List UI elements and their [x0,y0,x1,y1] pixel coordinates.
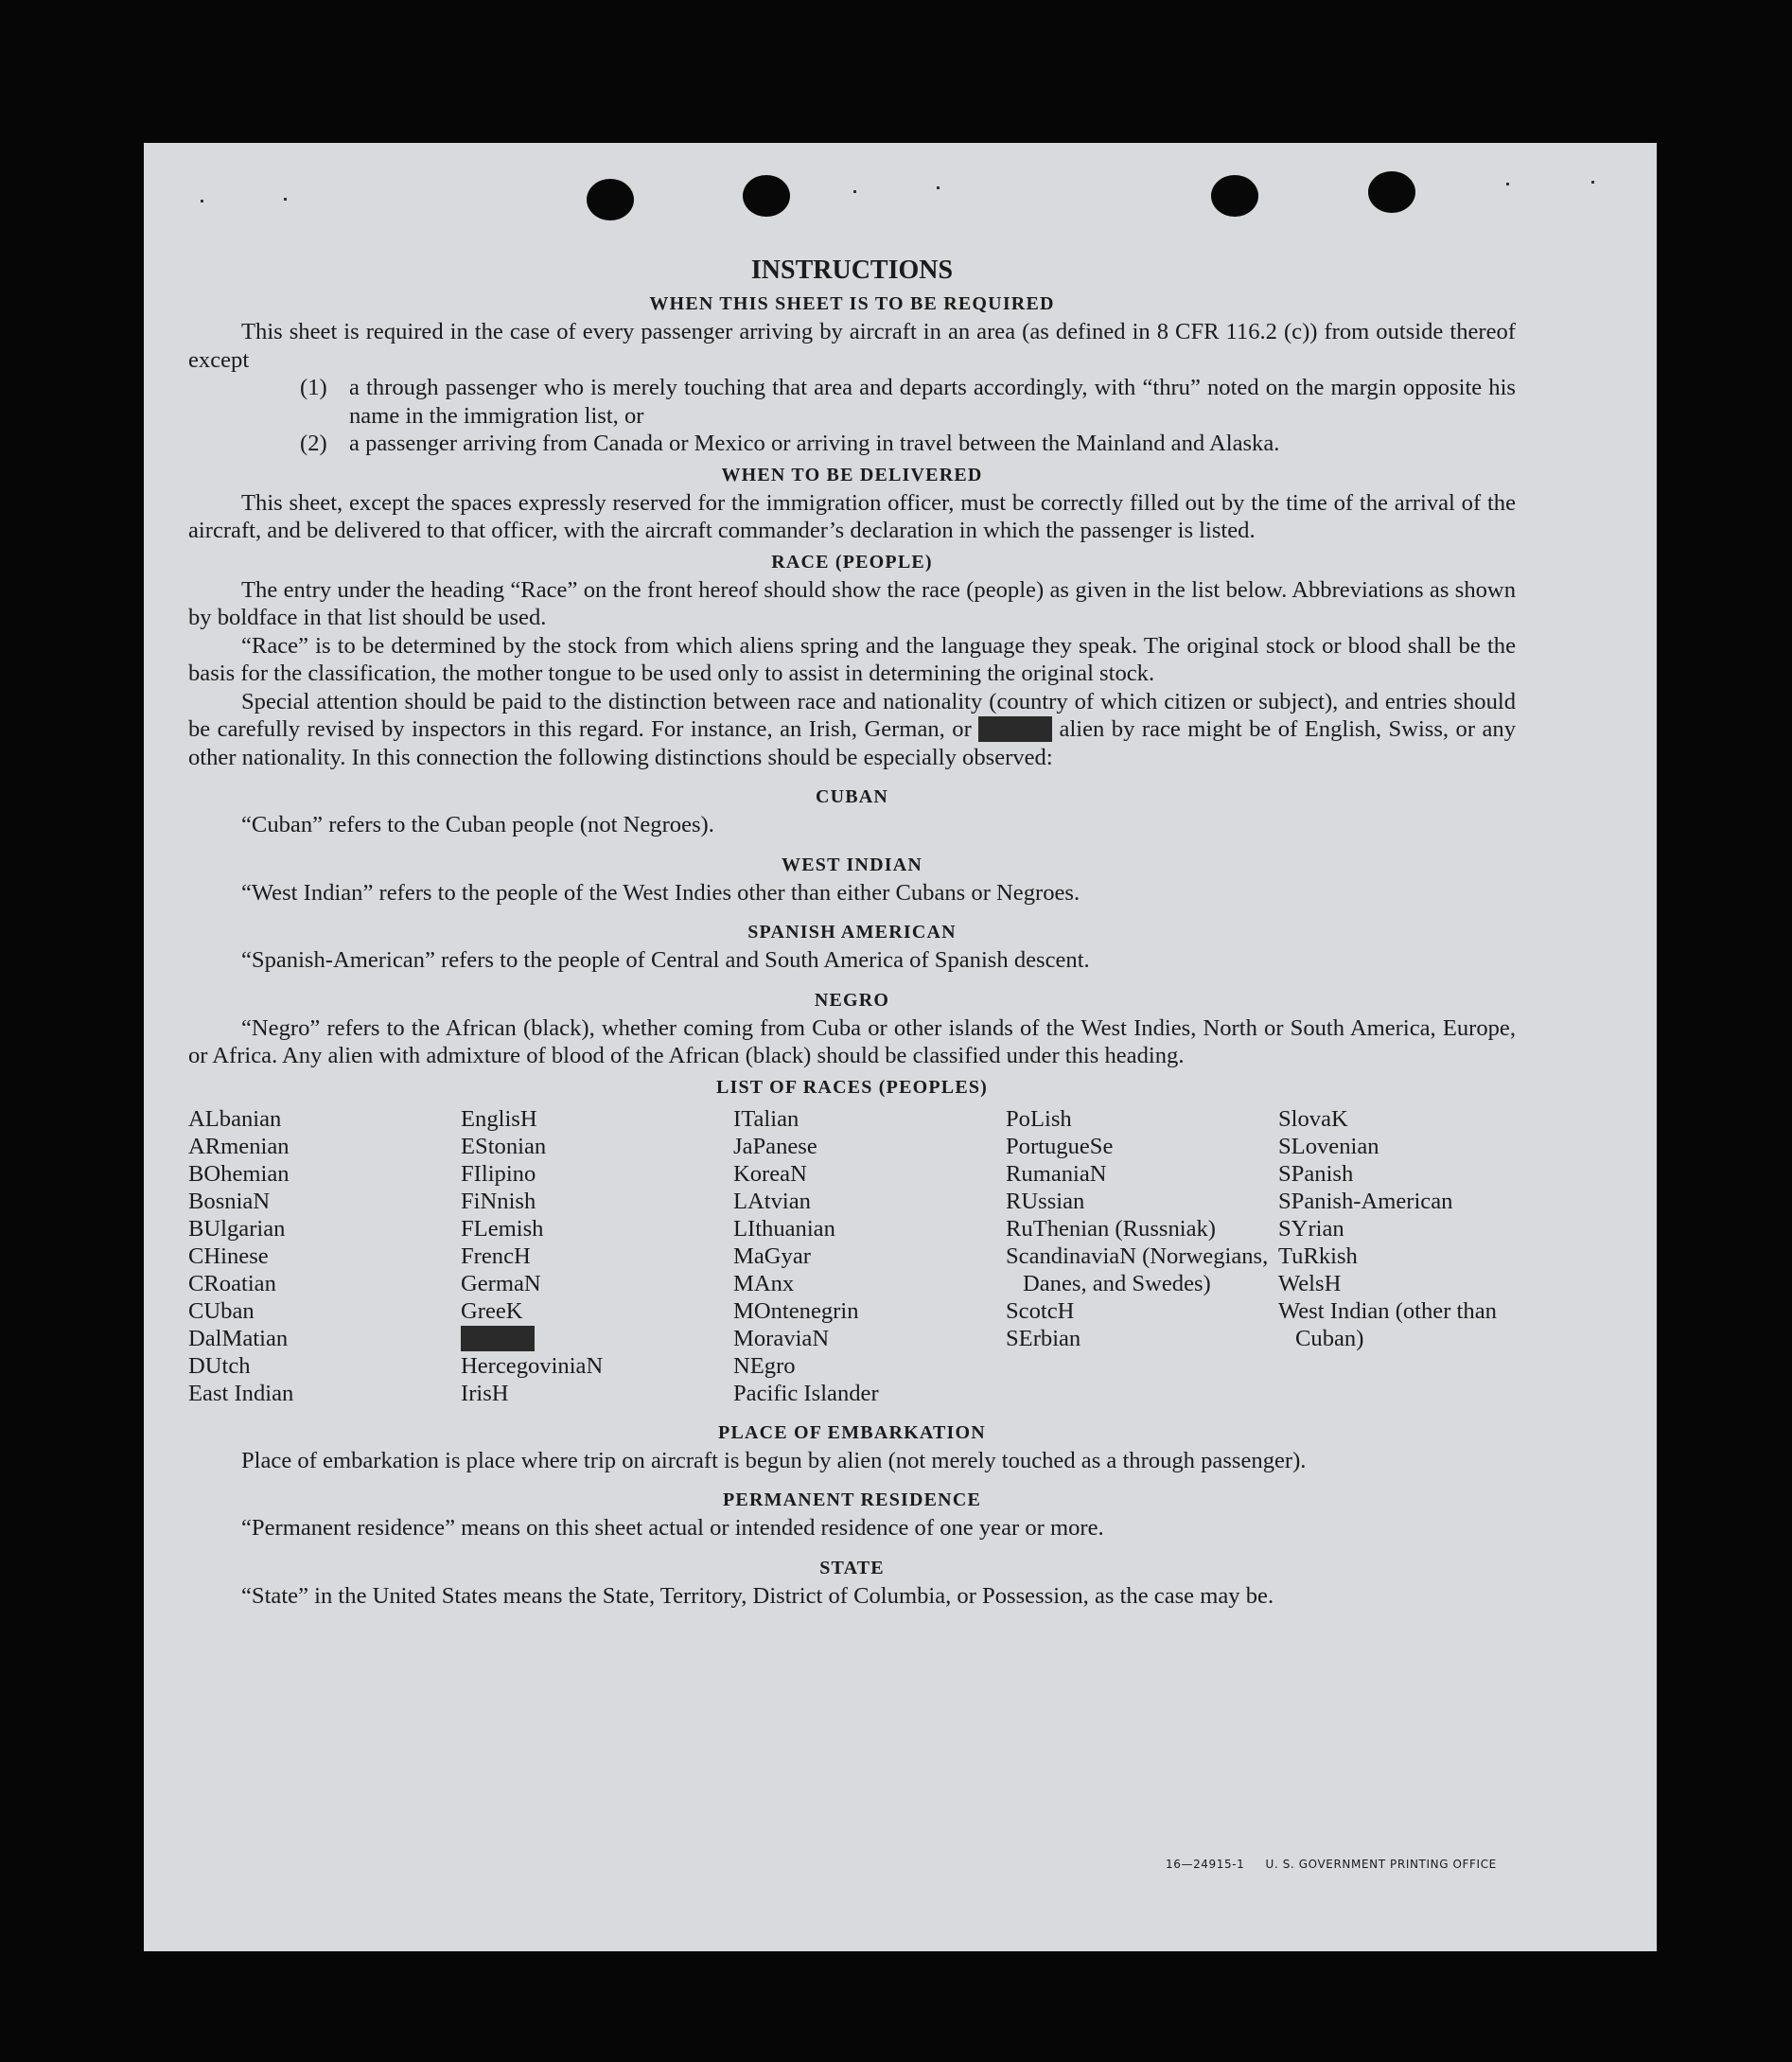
race-entry: ScotcH [1006,1297,1075,1324]
item-number: (1) [300,375,327,400]
west-indian-text: “West Indian” refers to the people of the West Indies other than either Cubans or Negroes. [241,879,1080,906]
race-entry: SPanish-American [1278,1188,1453,1214]
race-entry: RUssian [1006,1188,1085,1214]
heading-negro: NEGRO [814,989,890,1011]
item-text: a passenger arriving from Canada or Mexico or arriving in travel between the Mainland and Alaska. [349,431,1280,456]
race-entry: CRoatian [188,1270,276,1296]
spanish-american-text: “Spanish-American” refers to the people of Central and South America of Spanish descent. [241,947,1090,973]
race-entry: MaGyar [733,1242,811,1269]
race-entry: MOntenegrin [733,1297,859,1324]
heading-when-delivered: WHEN TO BE DELIVERED [721,464,983,485]
race-entry: WelsH [1278,1270,1342,1296]
race-entry: ITalian [733,1105,799,1132]
race-entry: BOhemian [188,1160,290,1187]
race-paragraph-2: “Race” is to be determined by the stock from which aliens spring and the language they speak. The original stock or blood shall be the basis for the classification, the mother tongue to be used only to assist in determining the original stock. [188,632,1516,686]
punch-hole [743,175,790,217]
instructions-content [188,255,1516,1610]
race-entry: PortugueSe [1006,1133,1114,1159]
race-entry: MoraviaN [733,1325,830,1351]
race-entry: GermaN [461,1270,541,1296]
race-paragraph-3 [188,688,1516,772]
struck-race-entry: Hebrew [461,1325,535,1351]
race-paragraph-3-start: Special attention should be paid to the distinction between race and nationality (country of which citizen or subject), and entries should be carefully revised by inspectors in this regard. For instance, an Irish, German, or [188,688,1516,742]
race-entry: LIthuanian [733,1215,835,1242]
heading-west-indian: WEST INDIAN [782,854,922,875]
race-entry: Pacific Islander [733,1380,879,1406]
heading-when-required: WHEN THIS SHEET IS TO BE REQUIRED [649,293,1055,314]
embarkation-text: Place of embarkation is place where trip on aircraft is begun by alien (not merely touched as a through passenger). [241,1447,1307,1473]
race-entry: HercegoviniaN [461,1352,604,1379]
item-text: a through passenger who is merely touching that area and departs accordingly, with “thru” noted on the margin opposite his name in the immigration list, or [349,375,1516,429]
race-entry: JaPanese [733,1133,817,1159]
heading-cuban: CUBAN [815,786,889,807]
race-entry: LAtvian [733,1188,811,1214]
heading-place-of-embarkation: PLACE OF EMBARKATION [718,1421,986,1443]
residence-text: “Permanent residence” means on this sheet actual or intended residence of one year or more. [241,1515,1104,1541]
race-entry: RuThenian (Russniak) [1006,1215,1216,1242]
race-column-5 [1278,1105,1551,1407]
heading-race: RACE (PEOPLE) [771,551,933,573]
specks [201,200,203,203]
delivered-text: This sheet, except the spaces expressly reserved for the immigration officer, must be correctly filled out by the time of the arrival of the aircraft, and be delivered to that officer, with the aircraft commander’s declaration in which the passenger is listed. [188,489,1516,543]
specks [1591,181,1594,184]
race-entry: CHinese [188,1242,269,1269]
race-entry: PoLish [1006,1105,1072,1132]
race-entry: ARmenian [188,1133,290,1159]
struck-word: Hebrew [978,716,1053,742]
form-number: 16—24915-1 [1166,1858,1245,1871]
race-column-2 [461,1105,733,1407]
printer-name: U. S. GOVERNMENT PRINTING OFFICE [1265,1858,1497,1871]
race-column-1 [188,1105,461,1407]
race-entry: ScandinaviaN (Norwegians, Danes, and Swedes) [1006,1242,1269,1296]
race-entry: SPanish [1278,1160,1354,1187]
race-column-4 [1006,1105,1278,1407]
heading-state: STATE [819,1557,885,1578]
race-entry: MAnx [733,1270,795,1296]
race-entry: BosniaN [188,1188,271,1214]
item-number: (2) [300,431,327,456]
race-entry: EStonian [461,1133,547,1159]
punch-hole [1211,175,1258,217]
race-entry: DalMatian [188,1325,289,1351]
state-text: “State” in the United States means the State, Territory, District of Columbia, or Possession, as the case may be. [241,1582,1274,1609]
punch-hole [587,179,634,220]
heading-spanish-american: SPANISH AMERICAN [747,922,957,943]
race-entry: FiNnish [461,1188,536,1214]
form-footer [1166,1858,1497,1871]
required-intro: This sheet is required in the case of every passenger arriving by aircraft in an area (as defined in 8 CFR 116.2 (c)) from outside thereof except [188,319,1516,373]
race-entry: GreeK [461,1297,523,1324]
specks [937,186,940,189]
race-entry: TuRkish [1278,1242,1358,1269]
race-entry: BUlgarian [188,1215,286,1242]
race-entry: West Indian (other than Cuban) [1278,1297,1497,1351]
heading-list-of-races: LIST OF RACES (PEOPLES) [715,1076,989,1098]
race-entry: IrisH [461,1380,509,1406]
race-paragraph-3-end: alien by race might be of English, Swiss, or any other nationality. In this connection the following distinctions should be especially observed: [188,716,1516,770]
race-entry: FrencH [461,1242,531,1269]
page-title: INSTRUCTIONS [750,256,954,285]
race-entry: NEgro [733,1352,796,1379]
list-item [188,374,1516,430]
race-entry: East Indian [188,1380,294,1406]
race-entry: KoreaN [733,1160,807,1187]
race-entry: CUban [188,1297,255,1324]
race-entry: DUtch [188,1352,251,1379]
race-entry: FIlipino [461,1160,536,1187]
cuban-text: “Cuban” refers to the Cuban people (not Negroes). [241,812,714,837]
heading-permanent-residence: PERMANENT RESIDENCE [722,1489,982,1510]
race-entry: ALbanian [188,1105,282,1132]
instruction-sheet [144,143,1657,1951]
race-entry: EnglisH [461,1105,537,1132]
race-entry: RumaniaN [1006,1160,1107,1187]
race-column-3 [733,1105,1006,1407]
specks [284,198,287,201]
specks [853,190,856,193]
negro-text: “Negro” refers to the African (black), whether coming from Cuba or other islands of the West Indies, North or South America, Europe, or Africa. Any alien with admixture of blood of the African (black) should be classified under this heading. [188,1014,1516,1068]
race-entry: SYrian [1278,1215,1344,1242]
race-paragraph-1: The entry under the heading “Race” on the front hereof should show the race (people) as given in the list below. Abbreviations as shown by boldface in that list should be used. [188,576,1516,630]
race-entry: SlovaK [1278,1105,1348,1132]
specks [1506,183,1509,185]
list-item [188,430,1516,458]
race-list [188,1105,1516,1407]
race-entry: SErbian [1006,1325,1081,1351]
race-entry: FLemish [461,1215,544,1242]
punch-hole [1368,171,1415,213]
race-entry: SLovenian [1278,1133,1379,1159]
